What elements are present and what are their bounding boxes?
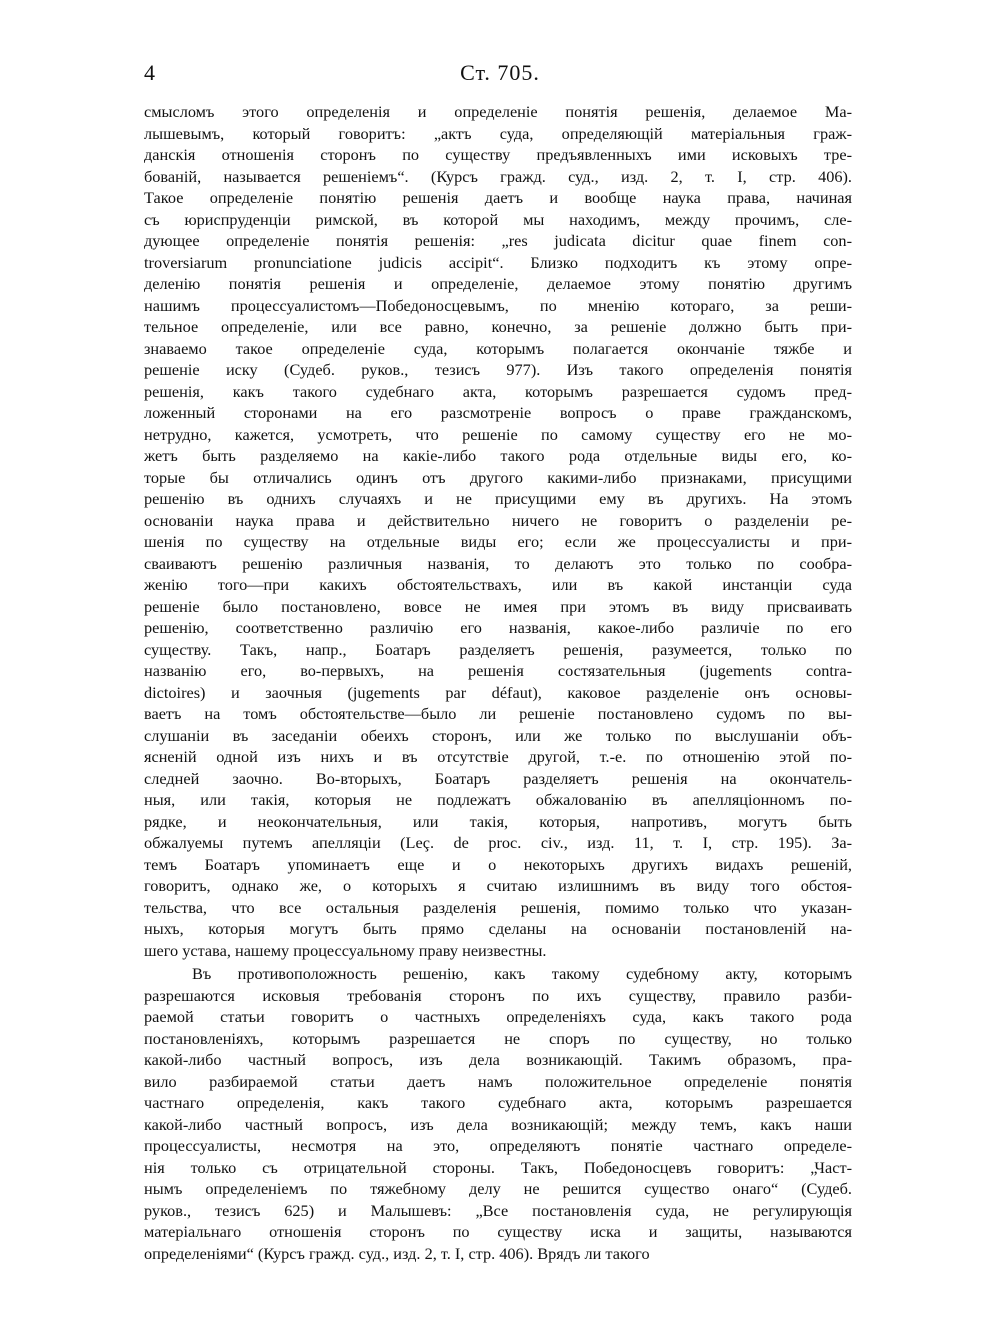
text-line: бованій, называется решеніемъ“. (Курсъ гражд. суд., изд. 2, т. I, стр. 406).: [144, 166, 852, 186]
text-line: данскія отношенія сторонъ по существу предъявленныхъ ими исковыхъ тре-: [144, 145, 852, 164]
text-line: ваетъ на томъ обстоятельстве—было ли решеніе постановлено судомъ по вы-: [144, 704, 852, 723]
text-line: тельное определеніе, или все равно, конечно, за решеніе должно быть при-: [144, 317, 852, 336]
text-line: вило разбираемой статьи даетъ намъ положительное определеніе понятія: [144, 1071, 852, 1091]
text-line: dictoires) и заочныя (jugements par défaut), каковое разделеніе онъ основы-: [144, 682, 852, 702]
text-line: решеніе иску (Судеб. руков., тезисъ 977). Изъ такого определенія понятія: [144, 360, 852, 379]
text-line: определеніями“ (Курсъ гражд. суд., изд. 2, т. I, стр. 406). Врядъ ли такого: [144, 1243, 650, 1263]
text-line: нымъ определеніемъ по тяжебному делу не решится существо онаго“ (Судеб.: [144, 1179, 852, 1198]
text-line: названію его, во-первыхъ, на решенія состязательныя (jugements contra-: [144, 661, 852, 680]
paragraph: [144, 963, 852, 1264]
text-line: разрешаются исковыя требованія сторонъ по ихъ существу, правило разби-: [144, 985, 852, 1005]
text-line: troversiarum pronunciatione judicis accipit“. Близко подходитъ къ этому опре-: [144, 252, 852, 272]
text-line: нашимъ процессуалистомъ—Победоносцевымъ, по мненію котораго, за реши-: [144, 295, 852, 315]
text-line: тельства, что все остальныя разделенія решенія, помимо только что указан-: [144, 897, 852, 917]
text-line: какой-либо частный вопросъ, изъ дела возникающій. Такимъ образомъ, пра-: [144, 1050, 852, 1069]
body-text: [144, 101, 852, 1264]
page-number: 4: [144, 60, 155, 85]
running-head: Ст. 705.: [460, 60, 540, 85]
text-line: шего устава, нашему процессуальному праву неизвестны.: [144, 940, 547, 960]
text-line: обжалуемы путемъ апелляціи (Leç. de proc. civ., изд. 11, т. I, стр. 195). За-: [144, 833, 852, 852]
text-line: ложенный сторонами на его разсмотреніе вопросъ о праве гражданскомъ,: [144, 403, 852, 422]
text-line: слушаніи въ заседаніи обеихъ сторонъ, или же только по выслушаніи объ-: [144, 725, 852, 745]
text-line: рядке, и неокончательныя, или такія, которыя, напротивъ, могутъ быть: [144, 811, 852, 831]
text-line: говоритъ, однако же, о которыхъ я считаю излишнимъ въ виду того обстоя-: [144, 876, 852, 895]
text-line: шенія по существу на отдельные виды его; если же процессуалисты и при-: [144, 532, 852, 551]
text-line: жетъ быть разделяемо на какіе-либо такого рода отдельные виды его, ко-: [144, 446, 852, 465]
text-line: съ юриспруденціи римской, въ которой мы находимъ, между прочимъ, сле-: [144, 209, 852, 229]
text-line: лышевымъ, который говоритъ: „актъ суда, определяющій матеріальныя граж-: [144, 123, 852, 143]
text-line: решенія, какъ такого судебнаго акта, которымъ разрешается судомъ пред-: [144, 381, 852, 401]
text-line: решеніе было постановлено, вовсе не имея при этомъ въ виду присваивать: [144, 596, 852, 616]
text-line: женію того—при какихъ обстоятельствахъ, или въ какой инстанціи суда: [144, 575, 852, 594]
text-line: смысломъ этого определенія и определеніе понятія решенія, делаемое Ма-: [144, 102, 852, 121]
text-line: ясненій одной изъ нихъ и въ отсутствіе другой, т.-е. по отношенію этой по-: [144, 747, 852, 766]
text-line: процессуалисты, несмотря на это, определяютъ понятіе частнаго определе-: [144, 1136, 852, 1155]
text-line: частнаго определенія, какъ такого судебнаго акта, которымъ разрешается: [144, 1093, 852, 1112]
text-line: раемой статьи говоритъ о частныхъ определеніяхъ суда, какъ такого рода: [144, 1007, 852, 1026]
text-line: нетрудно, кажется, усмотреть, что решеніе по самому существу его не мо-: [144, 424, 852, 444]
text-line: знаваемо такое определеніе суда, которымъ полагается окончаніе тяжбе и: [144, 338, 852, 358]
text-line: ныхъ, которыя могутъ быть прямо сделаны на основаніи постановленій на-: [144, 919, 852, 938]
text-line: следней заочно. Во-вторыхъ, Боатаръ разделяетъ решенія на окончатель-: [144, 768, 852, 788]
text-line: Такое определеніе понятію решенія даетъ и вообще наука права, начиная: [144, 188, 852, 207]
text-line: матеріальнаго отношенія сторонъ по существу иска и защиты, называются: [144, 1222, 852, 1241]
text-line: постановленіяхъ, которымъ разрешается не споръ по существу, но только: [144, 1028, 852, 1048]
text-line: основаніи наука права и действительно ничего не говоритъ о разделеніи ре-: [144, 510, 852, 530]
text-line: дующее определеніе понятія решенія: „res judicata dicitur quae finem con-: [144, 231, 852, 250]
text-line: ныя, или такія, которыя не подлежатъ обжалованію въ апелляціонномъ по-: [144, 790, 852, 809]
paragraph: [144, 101, 852, 961]
text-line: темъ Боатаръ упоминаетъ еще и о некоторыхъ другихъ видахъ решеній,: [144, 854, 852, 874]
text-line: существу. Такъ, напр., Боатаръ разделяетъ решенія, разумеется, только по: [144, 639, 852, 659]
text-line: решенію въ однихъ случаяхъ и не присущими ему въ другихъ. На этомъ: [144, 489, 852, 508]
text-line: сваиваютъ решенію различныя названія, то делаютъ это только по сообра-: [144, 553, 852, 573]
text-line: Въ противоположность решенію, какъ такому судебному акту, которымъ: [192, 964, 852, 983]
text-line: решенію, соответственно различію его названія, какое-либо различіе по его: [144, 618, 852, 637]
text-line: деленію понятія решенія и определеніе, делаемое этому понятію другимъ: [144, 274, 852, 293]
text-line: какой-либо частный вопросъ, изъ дела возникающій; между темъ, какъ наши: [144, 1114, 852, 1134]
text-line: нія только съ отрицательной стороны. Такъ, Победоносцевъ говоритъ: „Част-: [144, 1157, 852, 1177]
text-line: руков., тезисъ 625) и Малышевъ: „Все постановленія суда, не регулирующія: [144, 1200, 852, 1220]
text-line: торые бы отличались одинъ отъ другого какими-либо признаками, присущими: [144, 467, 852, 487]
